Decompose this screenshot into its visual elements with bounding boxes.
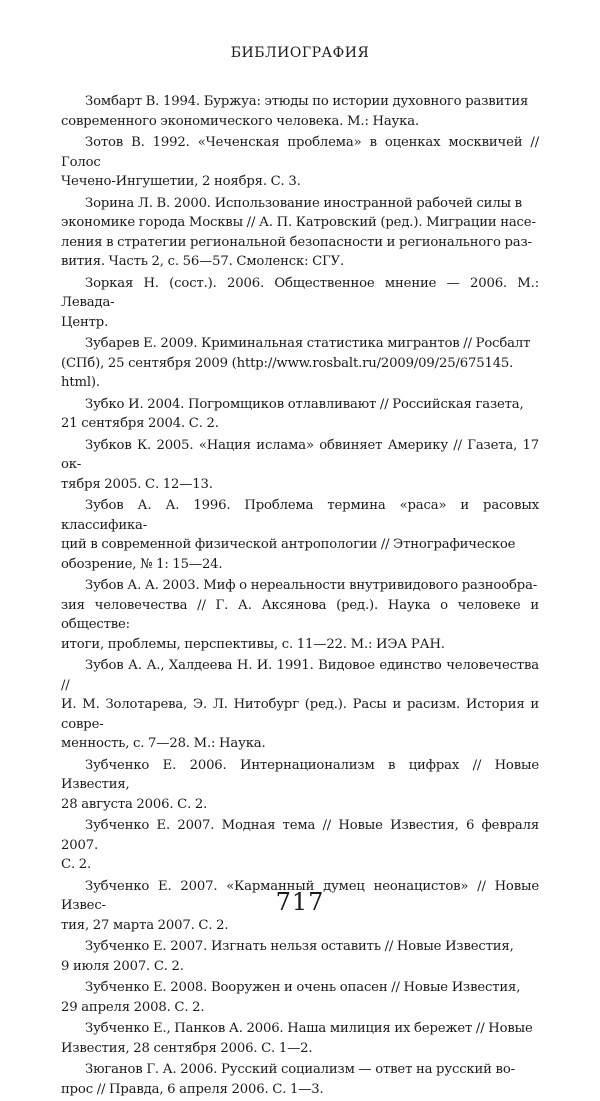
bibliography-entry: Зубченко Е. 2006. Интернационализм в цифрах // Новые Известия, 28 августа 2006. С. 2. <box>61 757 539 812</box>
bibliography-entry: Зотов В. 1992. «Чеченская проблема» в оценках москвичей // Голос Чечено-Ингушетии, 2 ноября. С. 3. <box>61 135 539 189</box>
bibliography-entry: Зубченко Е. 2008. Вооружен и очень опасен // Новые Известия, 29 апреля 2008. С. 2. <box>61 980 521 1015</box>
bibliography-entry: Зубков К. 2005. «Нация ислама» обвиняет Америку // Газета, 17 ок- тября 2005. С. 12—13. <box>61 437 539 492</box>
bibliography-entry: Зубов А. А. 1996. Проблема термина «раса» и расовых классифика- ций в современной физической антропологии // Этнографическое обозрение, № 1: 15—24. <box>61 498 539 572</box>
bibliography-entry: Зубченко Е. 2007. Изгнать нельзя оставить // Новые Известия, 9 июля 2007. С. 2. <box>61 939 514 974</box>
bibliography-entry: Зоркая Н. (сост.). 2006. Общественное мнение — 2006. М.: Левада- Центр. <box>61 275 539 330</box>
bibliography-entry: Зубарев Е. 2009. Криминальная статистика мигрантов // Росбалт (СПб), 25 сентября 2009 (http://www.rosbalt.ru/2009/09/25/675145. html). <box>61 336 531 390</box>
bibliography-entry: Зомбарт В. 1994. Буржуа: этюды по истории духовного развития современного экономического человека. М.: Наука. <box>61 94 529 129</box>
page-number: 717 <box>275 888 325 916</box>
bibliography-entry: Зубко И. 2004. Погромщиков отлавливают // Российская газета, 21 сентября 2004. С. 2. <box>61 396 524 431</box>
bibliography-entry: Зорина Л. В. 2000. Использование иностранной рабочей силы в экономике города Москвы // А. П. Катровский (ред.). Миграции насе- ления в стратегии региональной безопасности и регионального раз- вития. Часть 2, с. 56—57. Смоленск: СГУ. <box>61 195 536 269</box>
bibliography-entry: Зубченко Е. 2007. «Карманный думец неонацистов» // Новые Извес- тия, 27 марта 2007. С. 2. <box>61 878 539 933</box>
running-title: БИБЛИОГРАФИЯ <box>230 45 370 61</box>
bibliography-entry: Зубов А. А., Халдеева Н. И. 1991. Видовое единство человечества // И. М. Золотарева, Э. Л. Нитобург (ред.). Расы и расизм. История и совре- менность, с. 7—28. М.: Наука. <box>61 658 539 751</box>
bibliography-entry: Зубченко Е., Панков А. 2006. Наша милиция их бережет // Новые Известия, 28 сентября 2006. С. 1—2. <box>61 1021 533 1056</box>
bibliography-entry: Зубов А. А. 2003. Миф о нереальности внутривидового разнообра- зия человечества // Г. А. Аксянова (ред.). Наука о человеке и обществе: итоги, проблемы, перспективы, с. 11—22. М.: ИЭА РАН. <box>61 578 539 652</box>
bibliography-entry: Зубченко Е. 2007. Модная тема // Новые Известия, 6 февраля 2007. С. 2. <box>61 818 539 872</box>
bibliography-entry: Зюганов Г. А. 2006. Русский социализм — ответ на русский во- прос // Правда, 6 апреля 2006. С. 1—3. <box>61 1062 515 1097</box>
bibliography-list <box>61 92 539 1101</box>
